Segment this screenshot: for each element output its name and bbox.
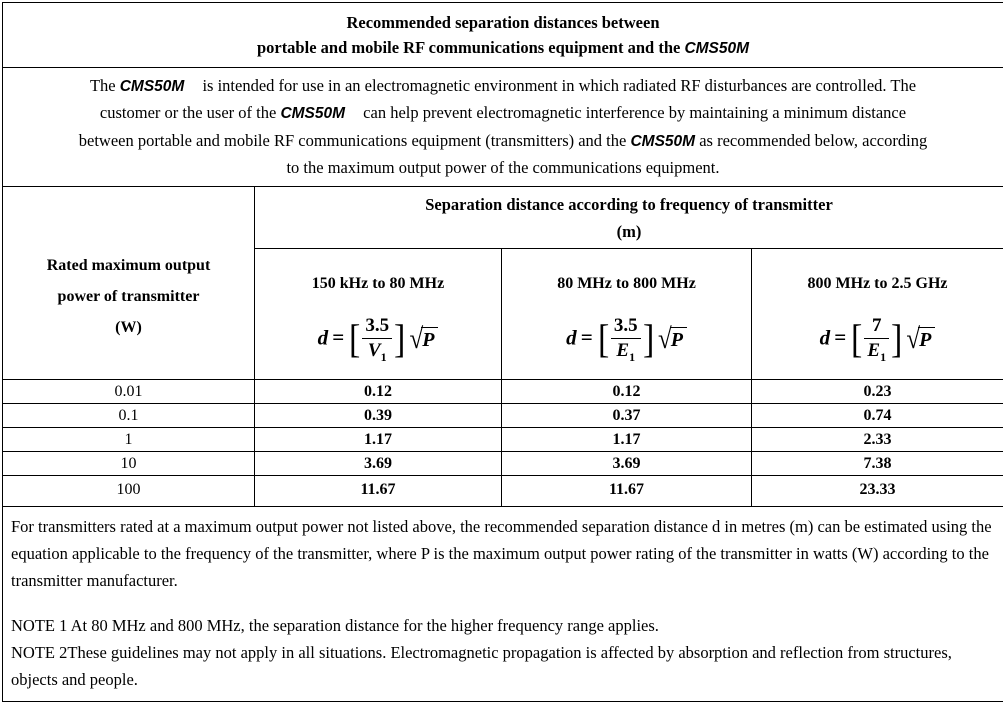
separation-distance-header: [255, 187, 1003, 249]
cell-distance-1-2: 0.37: [502, 404, 752, 428]
formula-3-radicand: P: [918, 327, 935, 352]
note-2: [11, 639, 995, 693]
cell-power-2: 1: [3, 428, 255, 452]
intro-line-1-after: is intended for use in an electromagnetic environment in which radiated RF disturbances are controlled. The: [198, 76, 916, 95]
title-line-2-text: portable and mobile RF communications equipment and the: [257, 38, 685, 57]
formula-1-radicand: P: [421, 327, 438, 352]
table-footer-row: [3, 507, 1003, 702]
rated-max-output-header: [3, 187, 255, 380]
cell-power-4: 100: [3, 476, 255, 507]
formula-2-denominator: [611, 339, 641, 365]
formula-1: [255, 315, 501, 365]
formula-2-numerator: 3.5: [611, 315, 641, 339]
formula-3-math: [820, 315, 936, 365]
device-name-intro-1: CMS50M: [120, 78, 185, 95]
cell-distance-1-1: 0.39: [255, 404, 502, 428]
formula-1-numerator: 3.5: [362, 315, 392, 339]
frequency-column-header-3: [752, 249, 1003, 380]
cell-distance-0-2: 0.12: [502, 380, 752, 404]
intro-line-2-after: can help prevent electromagnetic interference by maintaining a minimum distance: [359, 103, 906, 122]
frequency-column-header-2: [502, 249, 752, 380]
title-line-1: Recommended separation distances between: [7, 10, 999, 35]
table-row: [3, 428, 1003, 452]
formula-2-variable: d: [566, 325, 577, 349]
frequency-label-2: 80 MHz to 800 MHz: [502, 275, 751, 293]
cell-power-1: 0.1: [3, 404, 255, 428]
formula-2-bracket-close: ]: [643, 325, 654, 354]
formula-2-equals: =: [581, 325, 593, 349]
footer-paragraph: [11, 513, 995, 594]
table-row: [3, 404, 1003, 428]
formula-3-bracket-open: [: [851, 325, 862, 354]
intro-line-3-after: as recommended below, according: [695, 131, 927, 150]
cell-distance-3-3: 7.38: [752, 452, 1003, 476]
note-1-label: NOTE 1: [11, 616, 67, 635]
frequency-column-header-1: [255, 249, 502, 380]
table-intro-row: [3, 68, 1003, 187]
formula-1-bracket-close: ]: [394, 325, 405, 354]
formula-3-equals: =: [834, 325, 846, 349]
frequency-label-1: 150 kHz to 80 MHz: [255, 275, 501, 293]
table-title-cell: [3, 3, 1003, 68]
formula-3-denominator-sub: 1: [880, 349, 886, 363]
rated-header-line-3: (W): [115, 319, 142, 336]
note-2-label: NOTE 2: [11, 643, 67, 662]
formula-1-denominator: [362, 339, 392, 365]
title-line-2: [7, 35, 999, 61]
device-name-intro-3: CMS50M: [630, 133, 695, 150]
intro-line-3-before: between portable and mobile RF communications equipment (transmitters) and the: [79, 131, 631, 150]
cell-power-0: 0.01: [3, 380, 255, 404]
note-2-line-1: These guidelines may not apply in all situations. Electromagnetic propagation is affected by absorption and reflection: [67, 643, 843, 662]
cell-distance-2-1: 1.17: [255, 428, 502, 452]
formula-2-radicand: P: [670, 327, 687, 352]
table-intro-cell: [3, 68, 1003, 187]
table-row: [3, 380, 1003, 404]
emc-separation-distance-table: [2, 2, 1003, 702]
formula-2-sqrt: [658, 326, 687, 354]
cell-distance-2-2: 1.17: [502, 428, 752, 452]
cell-distance-3-1: 3.69: [255, 452, 502, 476]
formula-3: [752, 315, 1003, 365]
footer-paragraph-line-3: transmitter in watts (W) according to the transmitter manufacturer.: [11, 544, 989, 590]
formula-3-denominator-base: E: [867, 340, 880, 361]
cell-distance-0-1: 0.12: [255, 380, 502, 404]
device-name-title: CMS50M: [684, 40, 749, 57]
formula-1-sqrt: [409, 326, 438, 354]
formula-3-numerator: 7: [864, 315, 889, 339]
rated-header-line-2: power of transmitter: [58, 288, 200, 305]
formula-2-math: [566, 315, 687, 365]
formula-3-denominator: [864, 339, 889, 365]
cell-distance-4-2: 11.67: [502, 476, 752, 507]
cell-distance-4-3: 23.33: [752, 476, 1003, 507]
footer-spacer: [11, 594, 995, 612]
note-2-line-2: from structures, objects and people.: [11, 643, 952, 689]
separation-header-line-1: Separation distance according to frequency of transmitter: [259, 191, 999, 218]
note-1-text: At 80 MHz and 800 MHz, the separation distance for the higher frequency range applies.: [71, 616, 659, 635]
intro-line-1: [13, 73, 993, 101]
device-name-intro-2: CMS50M: [280, 105, 345, 122]
cell-distance-2-3: 2.33: [752, 428, 1003, 452]
cell-distance-3-2: 3.69: [502, 452, 752, 476]
rated-header-line-1: Rated maximum output: [47, 257, 211, 274]
cell-distance-4-1: 11.67: [255, 476, 502, 507]
formula-1-bracket-open: [: [349, 325, 360, 354]
formula-2-denominator-base: E: [616, 340, 629, 361]
radical-icon: √: [906, 323, 920, 355]
separation-header-unit: (m): [259, 218, 999, 245]
formula-1-math: [318, 315, 439, 365]
note-1: [11, 612, 995, 639]
cell-distance-1-3: 0.74: [752, 404, 1003, 428]
formula-1-denominator-base: V: [368, 340, 381, 361]
footer-paragraph-line-1: For transmitters rated at a maximum output power not listed above, the recommended separation distance d in metres (m) can be: [11, 517, 860, 536]
formula-1-variable: d: [318, 325, 329, 349]
intro-line-2: [13, 100, 993, 128]
cell-distance-0-3: 0.23: [752, 380, 1003, 404]
formula-1-equals: =: [332, 325, 344, 349]
intro-line-2-before: customer or the user of the: [100, 103, 281, 122]
document-page: [0, 2, 1003, 708]
intro-line-4: to the maximum output power of the communications equipment.: [13, 155, 993, 182]
formula-2-fraction: [611, 315, 641, 365]
radical-icon: √: [658, 323, 672, 355]
cell-power-3: 10: [3, 452, 255, 476]
formula-1-fraction: [362, 315, 392, 365]
table-header-row-1: [3, 187, 1003, 249]
formula-2-denominator-sub: 1: [629, 349, 635, 363]
table-row: [3, 452, 1003, 476]
formula-3-sqrt: [906, 326, 935, 354]
intro-line-3: [13, 128, 993, 156]
formula-3-bracket-close: ]: [891, 325, 902, 354]
frequency-label-3: 800 MHz to 2.5 GHz: [752, 275, 1003, 293]
radical-icon: √: [409, 323, 423, 355]
formula-1-denominator-sub: 1: [381, 349, 387, 363]
formula-2-bracket-open: [: [598, 325, 609, 354]
table-row: [3, 476, 1003, 507]
table-title-row: [3, 3, 1003, 68]
formula-2: [502, 315, 751, 365]
intro-line-1-before: The: [90, 76, 120, 95]
formula-3-fraction: [864, 315, 889, 365]
footer-paragraph-line-2: estimated using the equation applicable to the frequency of the transmitter, where P is the maximum output power rating of the: [11, 517, 992, 563]
formula-3-variable: d: [820, 325, 831, 349]
footer-notes-cell: [3, 507, 1003, 702]
